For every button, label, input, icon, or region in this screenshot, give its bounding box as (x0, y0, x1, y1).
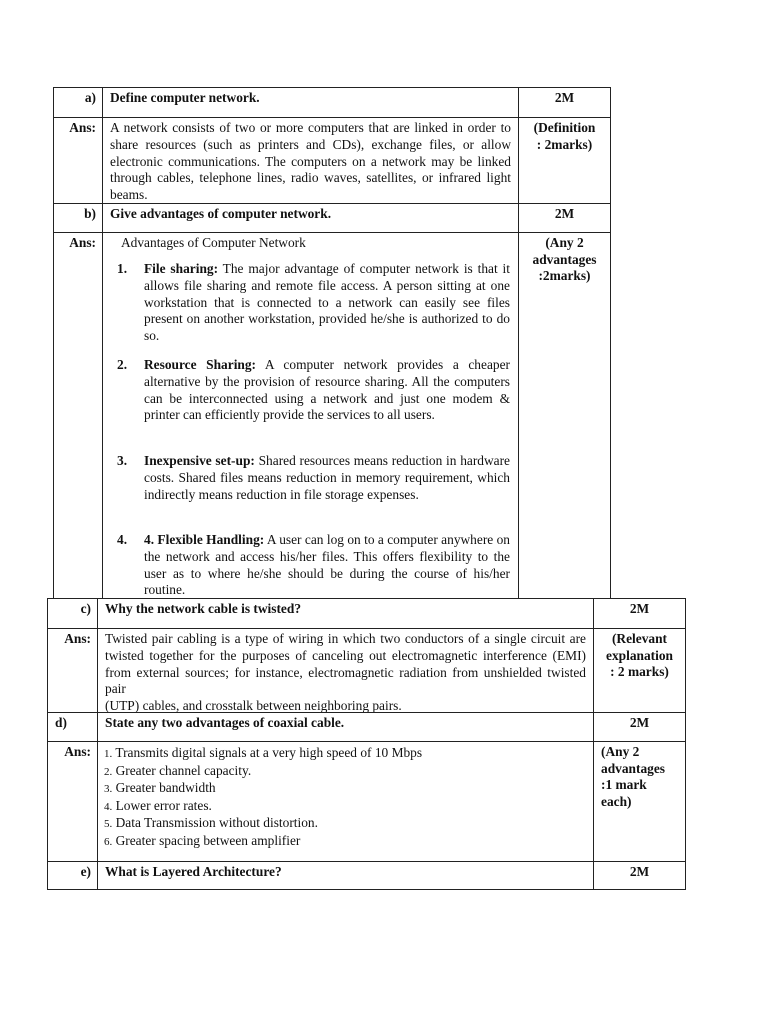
question-label: e) (80, 864, 91, 879)
answer-label: Ans: (69, 235, 96, 250)
answer-label: Ans: (64, 744, 91, 759)
marking-line: each) (601, 793, 632, 809)
advantages-list (98, 742, 593, 851)
question-text: State any two advantages of coaxial cable. (97, 713, 593, 741)
advantage-item (117, 261, 510, 345)
marking-line: :1 mark (601, 777, 647, 792)
item-number: 3. (117, 453, 128, 468)
item-number: 4. (117, 532, 128, 547)
marks-cell: 2M (593, 862, 685, 889)
item-text: The major advantage of computer network is that it allows file sharing and remote file access. A person sitting at one workstation that is connected to a network can easily see files present on another workstation, provided he/she is authorized to do so. (144, 261, 510, 344)
marks-cell: 2M (518, 204, 610, 232)
advantage-item (117, 453, 510, 503)
marking-scheme (518, 233, 610, 600)
question-text: Why the network cable is twisted? (97, 599, 593, 628)
answer-text-continued: (UTP) cables, and crosstalk between neighboring pairs. (105, 698, 402, 714)
marks-cell: 2M (593, 599, 685, 628)
answer-row-d (48, 741, 685, 861)
marking-line: (Relevant (611, 631, 668, 646)
question-row-b (54, 203, 610, 232)
answer-text: Twisted pair cabling is a type of wiring in which two conductors of a single circuit are twisted together for the purposes of canceling out electromagnetic interference (EMI) from external sources; for instance, electromagnetic radiation from unshielded twisted pair (105, 631, 586, 697)
marking-line: (Definition (533, 120, 596, 135)
question-text: What is Layered Architecture? (97, 862, 593, 889)
item-text: A computer network provides a cheaper alternative by the provision of resource sharing. All the computers can be interconnected using a network and just one modem & printer can efficiently provide the services to all users. (144, 357, 510, 423)
item-title: 4. Flexible Handling: (144, 532, 265, 547)
marking-scheme (593, 629, 685, 712)
list-item: 4. Lower error rates. (104, 797, 212, 813)
question-label: a) (84, 90, 96, 105)
question-text: Define computer network. (102, 88, 518, 117)
item-text: A user can log on to a computer anywhere on the network and access his/her files. This offers flexibility to the user as to where he/she should be during the course of his/her routine. (144, 532, 510, 598)
marks-cell: 2M (518, 88, 610, 117)
list-item: 3. Greater bandwidth (104, 780, 216, 796)
item-title: File sharing: (144, 261, 219, 276)
marking-scheme (518, 118, 610, 203)
list-item: 6. Greater spacing between amplifier (104, 832, 301, 848)
answer-body (102, 233, 518, 600)
advantage-item (117, 532, 510, 599)
question-row-c (48, 599, 685, 628)
answer-label: Ans: (69, 120, 96, 135)
marking-line: advantages (601, 760, 665, 776)
answer-row-c (48, 628, 685, 712)
answer-row-b (54, 232, 610, 600)
item-number: 1. (117, 261, 128, 276)
marking-line: advantages (532, 251, 597, 267)
marking-line: (Any 2 (601, 744, 640, 759)
advantages-heading: Advantages of Computer Network (121, 235, 306, 250)
question-row-e (48, 861, 685, 889)
marking-line: : 2 marks) (610, 664, 669, 679)
question-row-a (54, 88, 610, 117)
question-label: d) (55, 715, 67, 730)
marking-line: explanation (606, 647, 673, 663)
marking-scheme (593, 742, 685, 861)
item-title: Resource Sharing: (144, 357, 257, 372)
marking-line: (Any 2 (545, 235, 584, 250)
marks-cell: 2M (593, 713, 685, 741)
question-label: c) (80, 601, 91, 616)
item-number: 2. (117, 357, 128, 372)
question-text: Give advantages of computer network. (102, 204, 518, 232)
answer-label: Ans: (64, 631, 91, 646)
advantage-item (117, 357, 510, 424)
answer-row-a (54, 117, 610, 203)
question-row-d (48, 712, 685, 741)
question-table-2 (47, 598, 686, 890)
question-table-1 (53, 87, 611, 599)
answer-text: A network consists of two or more computers that are linked in order to share resources (such as printers and CDs), exchange files, or allow electronic communications. The computers on a network may be linked through cables, telephone lines, radio waves, satellites, or infrared light beams. (110, 120, 511, 203)
item-title: Inexpensive set-up: (144, 453, 255, 468)
list-item: 5. Data Transmission without distortion. (104, 815, 318, 831)
question-label: b) (84, 206, 96, 221)
marking-line: : 2marks) (536, 136, 593, 152)
item-text: Shared resources means reduction in hardware costs. Shared files means reduction in memory requirement, which indirectly means reduction in file storage expenses. (144, 453, 510, 502)
list-item: 2. Greater channel capacity. (104, 762, 252, 778)
list-item: 1. Transmits digital signals at a very high speed of 10 Mbps (104, 745, 423, 760)
marking-line: :2marks) (538, 268, 591, 283)
